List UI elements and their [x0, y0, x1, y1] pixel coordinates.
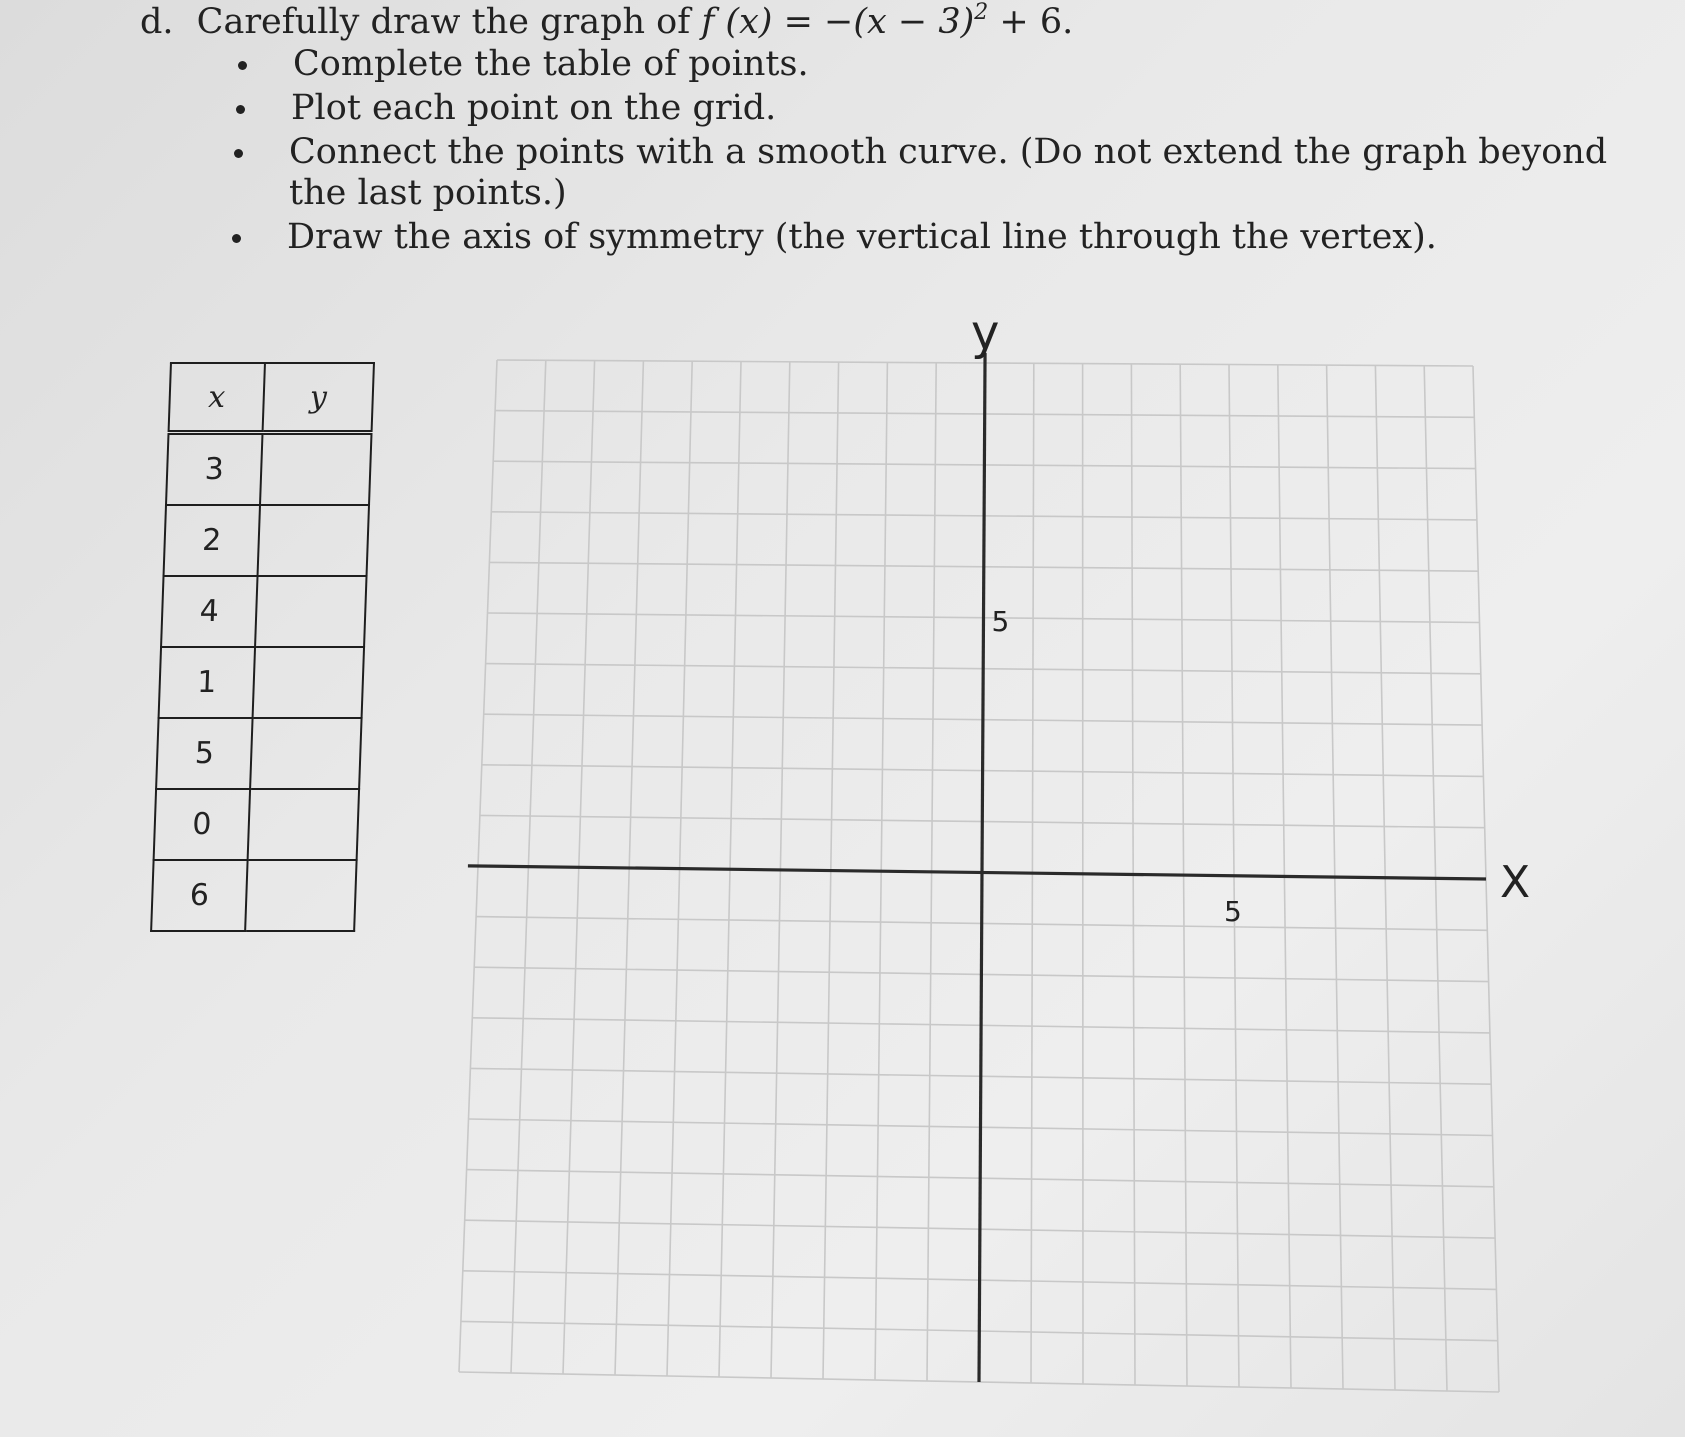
- cell-x: 3: [166, 433, 263, 506]
- y-axis-label: y: [971, 305, 1000, 361]
- question-label: d.: [140, 2, 174, 42]
- formula-tail: + 6.: [988, 2, 1074, 42]
- y-tick-label: 5: [991, 604, 1010, 638]
- instruction-text: Complete the table of points.: [293, 44, 809, 84]
- cell-x: 4: [161, 576, 257, 647]
- cell-x: 6: [151, 860, 247, 931]
- cell-x: 0: [154, 789, 250, 860]
- instruction-text: Draw the axis of symmetry (the vertical line through the vertex).: [287, 217, 1437, 257]
- cell-x: 2: [164, 505, 260, 576]
- instruction-text: Connect the points with a smooth curve. (Do not extend the graph beyond the last points.): [289, 132, 1608, 213]
- x-axis-line: [468, 866, 1486, 879]
- x-tick-label: 5: [1224, 894, 1242, 928]
- header-y: y: [263, 363, 374, 433]
- question-prefix: Carefully draw the graph of: [196, 2, 691, 42]
- cell-x: 1: [159, 647, 255, 718]
- formula-main: f (x) = −(x − 3): [701, 2, 975, 42]
- header-x: x: [169, 363, 265, 433]
- y-axis-line: [979, 353, 985, 1382]
- x-axis-label: X: [1500, 857, 1531, 908]
- instruction-text: Plot each point on the grid.: [291, 88, 777, 128]
- cell-x: 5: [156, 718, 252, 789]
- formula-exponent: 2: [974, 0, 989, 25]
